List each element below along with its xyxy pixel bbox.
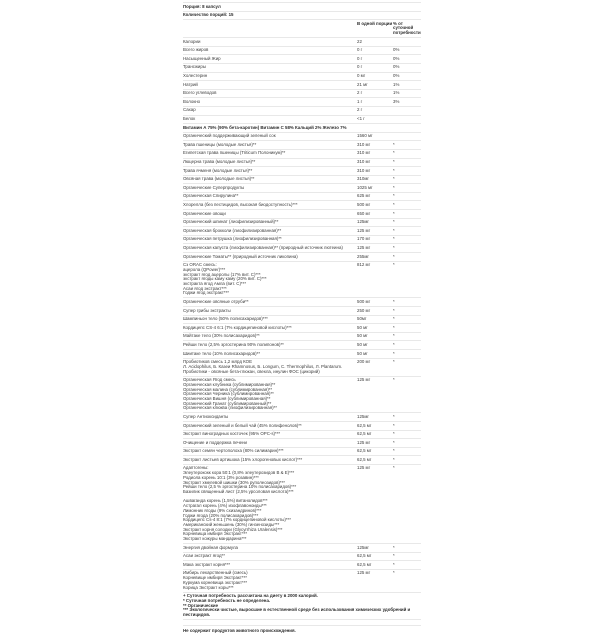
row-label-line: Рейши тело (2,5 % эргостерина 10% полисахаридов)*** — [183, 484, 297, 490]
row-label — [183, 263, 357, 296]
row-label — [183, 300, 357, 305]
dv-cell — [393, 108, 421, 113]
amount-cell: 170 мг — [357, 236, 371, 242]
row-label — [183, 334, 357, 339]
nutrient-row — [183, 55, 421, 64]
row-label-line: Холестерин — [183, 73, 208, 79]
ingredient-row — [183, 298, 421, 307]
row-label-line: Корневище имбиря Экстракт*** — [183, 575, 248, 581]
row-label-line: Адаптогены: — [183, 465, 209, 471]
amount-cell: 500 мг — [357, 298, 371, 304]
amount-cell: 310 мг — [357, 141, 371, 147]
ingredient-row — [183, 210, 421, 219]
amount-cell: 255мг — [357, 253, 369, 259]
dv-cell: * — [393, 307, 395, 313]
row-label — [183, 449, 357, 454]
ingredient-row — [183, 133, 421, 142]
amount-cell: 125 мг — [357, 227, 371, 233]
dv-cell: * — [393, 456, 395, 462]
amount-cell: 125 мг — [357, 377, 371, 383]
ingredient-row — [183, 422, 421, 431]
row-label-line: Сахар — [183, 107, 196, 113]
dv-cell: * — [393, 448, 395, 454]
amount-cell: 812 мг — [357, 262, 371, 268]
amount-cell: 310мг — [357, 176, 369, 182]
ingredient-row — [183, 439, 421, 448]
ingredient-row — [183, 553, 421, 562]
ingredient-row — [183, 377, 421, 414]
dv-cell: * — [393, 184, 395, 190]
row-label-line: Органическая Спирулина** — [183, 193, 239, 199]
row-label — [183, 415, 357, 420]
row-label — [183, 108, 357, 113]
amount-cell: 125мг — [357, 413, 369, 419]
row-label-line: Корица Экстракт коры*** — [183, 584, 234, 590]
row-label — [183, 57, 357, 62]
row-label-line: Супер грибы экстракты — [183, 307, 231, 313]
row-label-line: Сз ORAC смесь: — [183, 262, 217, 268]
dv-cell: * — [393, 176, 395, 182]
dv-cell: * — [393, 298, 395, 304]
row-label-line: Лимонник ягоды (9% схизандринов)*** — [183, 507, 262, 513]
row-label — [183, 151, 357, 156]
row-label-line: Органический поддерживающий зеленый сок — [183, 133, 276, 139]
dv-cell: * — [393, 561, 395, 567]
row-label-line: Пробиотиков смесь 1,2 млрд КОЕ — [183, 359, 253, 365]
row-label-line: Люцерна трава (молодые листья)** — [183, 159, 256, 164]
amount-cell: 250 мг — [357, 307, 371, 313]
ingredient-row — [183, 570, 421, 593]
row-label-line: Всего жиров — [183, 47, 209, 53]
row-label-line: Корневища имбиря Экстракт*** — [183, 531, 248, 537]
row-label-line: Органическая малина (сублимированная)** — [183, 386, 273, 392]
ingredient-row — [183, 227, 421, 236]
row-label-line: Ашваганда корень (1,5%) витанолидов*** — [183, 498, 268, 504]
row-label-line: Экстракт хмелевой шишки (30% руполеозидов)*** — [183, 479, 285, 485]
row-label-line: Супер Антиоксиданты — [183, 413, 229, 419]
dv-cell — [393, 40, 421, 45]
nutrient-row — [183, 98, 421, 107]
row-label-line: Экстракт корня солодки (Glycyrrhiza Uralensis)*** — [183, 526, 283, 532]
ingredient-row — [183, 544, 421, 553]
row-label — [183, 326, 357, 331]
row-label — [183, 203, 357, 208]
ingredient-row — [183, 561, 421, 570]
dv-cell: * — [393, 201, 395, 207]
ingredient-row — [183, 176, 421, 185]
row-label-line: Асаи экстракт ягод** — [183, 553, 225, 559]
ingredient-row — [183, 262, 421, 299]
amount-cell: 0 мг — [357, 73, 366, 79]
amount-cell: 62,5 мг — [357, 422, 372, 428]
row-label — [183, 441, 357, 446]
dv-cell: * — [393, 193, 395, 199]
ingredient-row — [183, 413, 421, 422]
ingredient-row — [183, 167, 421, 176]
dv-cell: * — [393, 244, 395, 250]
ingredient-row — [183, 316, 421, 325]
row-label — [183, 378, 357, 411]
row-label-line: Волокно — [183, 98, 201, 104]
ingredient-row — [183, 150, 421, 159]
ingredient-row — [183, 307, 421, 316]
row-label-line: Органическая Вишня (сублимированная)** — [183, 395, 271, 401]
dv-cell: * — [393, 431, 395, 437]
column-header-row — [183, 20, 421, 38]
row-label — [183, 117, 357, 122]
row-label-line: Американский женьшень (30%) гинзенозиды*** — [183, 521, 280, 527]
footnote-line: * Суточная потребность не определена. — [183, 597, 271, 603]
amount-cell: 125 мг — [357, 244, 371, 250]
row-label — [183, 563, 357, 568]
dv-cell: 3% — [393, 98, 400, 104]
nutrient-row — [183, 73, 421, 82]
dv-cell: * — [393, 413, 395, 419]
amount-cell: 1560 мг — [357, 133, 373, 139]
amount-cell: 2 г — [357, 90, 363, 96]
dv-cell: * — [393, 253, 395, 259]
nutrient-row — [183, 90, 421, 99]
dv-cell: 1% — [393, 90, 400, 96]
row-label-line: Органическая Ягод смесь — [183, 377, 236, 383]
ingredient-row — [183, 350, 421, 359]
row-label — [183, 65, 357, 70]
row-label-line: Экстракт листьев артишока (15% хлорогеновых кислот)*** — [183, 456, 303, 462]
dv-cell: * — [393, 350, 395, 356]
amount-cell: 625 мг — [357, 193, 371, 199]
vitamin-minerals-line: Витамин А 75% (90% бета-каротин) Витамин С 58% Кальций 2% Железо 7% — [183, 124, 347, 130]
row-label — [183, 74, 357, 79]
amount-cell: 310 мг — [357, 159, 371, 164]
amount-cell: 62,5 мг — [357, 448, 372, 454]
row-label-line: экстракт ягоды каму каму (20% вит. С)*** — [183, 276, 267, 282]
ingredient-row — [183, 219, 421, 228]
dv-cell: * — [393, 359, 395, 365]
row-label-line: Мака экстракт корня*** — [183, 561, 231, 567]
dv-cell: * — [393, 422, 395, 428]
row-label-line: Астрагал корень (4%) изофлавоноиды*** — [183, 503, 267, 509]
amount-cell: 125мг — [357, 544, 369, 550]
amount-cell: 2 г — [357, 107, 363, 113]
footnotes-block — [183, 593, 421, 620]
amount-cell: 21 мг — [357, 81, 368, 87]
row-label — [183, 83, 357, 88]
amount-cell: 0 г — [357, 64, 363, 70]
ingredient-row — [183, 324, 421, 333]
row-label-line: Очищение и поддержка печени — [183, 439, 247, 445]
ingredient-row — [183, 236, 421, 245]
amount-cell: 1025 мг — [357, 184, 373, 190]
row-label — [183, 546, 357, 551]
dv-cell: * — [393, 544, 395, 550]
amount-cell: 125 мг — [357, 465, 371, 471]
dv-cell: * — [393, 141, 395, 147]
footnote-line: *** Экологически чистые, выросшие в естественной среде без использования химических удобрений и пестицидов. — [183, 607, 411, 617]
amount-cell: 0 г — [357, 55, 363, 61]
row-label — [183, 212, 357, 217]
nutrient-row — [183, 47, 421, 56]
row-label-line: ацерола (QPower)*** — [183, 266, 226, 272]
ingredient-row — [183, 333, 421, 342]
row-label-line: Кордицепс Cs-4 8:1 (7% кордицепиновой кислоты)*** — [183, 517, 291, 523]
amount-cell: 50 мг — [357, 324, 368, 330]
row-label-line: Экстракт семян чертополоха (80% силимарин)*** — [183, 448, 284, 454]
amount-cell: 200 мг — [357, 359, 371, 365]
row-label-line: Органическая капуста (лиофилизированная)** (природный источник лютеина) — [183, 244, 343, 250]
nutrient-row — [183, 116, 421, 125]
dv-cell: * — [393, 159, 395, 164]
dv-cell: * — [393, 377, 395, 383]
row-label-line: экстракта ягод Амла (вит. С)*** — [183, 280, 247, 286]
row-label — [183, 134, 357, 139]
amount-cell: 62,5 мг — [357, 561, 372, 567]
amount-cell: 62,5 мг — [357, 553, 372, 559]
dv-cell: * — [393, 150, 395, 156]
row-label — [183, 91, 357, 96]
row-label-line: Экстракт виноградных косточек (95% OPC-s)*** — [183, 431, 281, 437]
row-label-line: Трава ячменя (молодые листья)** — [183, 167, 253, 173]
row-label — [183, 48, 357, 53]
row-label — [183, 237, 357, 242]
amount-cell: 50мг — [357, 316, 367, 322]
row-label-line: Органическая клюква (лиофилизированная)** — [183, 405, 277, 411]
ingredient-row — [183, 431, 421, 440]
vitamin-minerals-row — [183, 124, 421, 133]
amount-cell: 0 г — [357, 47, 363, 53]
row-label-line: Майтаке тело (30% полисахаридов)** — [183, 333, 260, 339]
row-label-line: Органические Томаты** (природный источник ликопина) — [183, 253, 298, 259]
ingredient-row — [183, 193, 421, 202]
animal-free-note: Не содержит продуктов животного происхождения. — [183, 625, 421, 634]
row-label-line: Хлорелла (без пестицидов, высокая биодоступность)*** — [183, 201, 298, 207]
row-label-line: Кордицепс CS-4 6:1 (7% кордицепиновой кислоты)*** — [183, 324, 292, 330]
row-label — [183, 229, 357, 234]
amount-cell: 62,5 мг — [357, 456, 372, 462]
row-label — [183, 466, 357, 541]
ingredients-table — [183, 133, 421, 593]
row-label — [183, 220, 357, 225]
dv-cell: * — [393, 167, 395, 173]
facts-table — [183, 38, 421, 124]
row-label-line: Пробиотики - овсяные бета-глюкан, свекла, инулин ФОС (цикорий) — [183, 368, 320, 374]
row-label — [183, 309, 357, 314]
dv-cell: * — [393, 227, 395, 233]
row-label-line: Куркума корневища экстракт*** — [183, 579, 248, 585]
dv-cell: * — [393, 341, 395, 347]
nutrient-row — [183, 107, 421, 116]
row-label — [183, 100, 357, 105]
amount-cell: 62,5 мг — [357, 431, 372, 437]
amount-cell: 310 мг — [357, 150, 371, 156]
row-label-line: Шампиньон тело (50% полисахаридов)*** — [183, 316, 268, 322]
serving-size-label: Порция: 8 капсул — [183, 3, 221, 9]
ingredient-row — [183, 141, 421, 150]
amount-cell: 125 мг — [357, 439, 371, 445]
row-label-line: Всего углеводов — [183, 90, 217, 96]
dv-cell: * — [393, 570, 395, 576]
row-label-line: Белок — [183, 116, 196, 122]
amount-cell: <1 г — [357, 116, 365, 122]
dv-cell: * — [393, 553, 395, 559]
row-label-line: Органический Гранат (сублимированный)** — [183, 400, 272, 406]
dv-cell: 0% — [393, 47, 400, 53]
row-label-line: Имбирь лекарственный (смесь) — [183, 570, 248, 576]
dv-cell: 0% — [393, 64, 400, 70]
row-label — [183, 246, 357, 251]
nutrient-row — [183, 64, 421, 73]
row-label — [183, 40, 357, 45]
row-label — [183, 424, 357, 429]
column-header-spacer — [183, 22, 357, 36]
row-label-line: Органические Суперпродукты — [183, 184, 245, 190]
dv-cell: * — [393, 333, 395, 339]
row-label-line: Годжи ягода (20% полисахаридов)*** — [183, 512, 259, 518]
row-label — [183, 186, 357, 191]
servings-per-container-label: Количество порций: 15 — [183, 12, 234, 18]
row-label-line: Базилик священный лист (2,5% урсоловая кислота)*** — [183, 488, 294, 494]
row-label-line: Годжи ягод экстракт*** — [183, 290, 230, 296]
row-label-line: Асаи ягод экстракт*** — [183, 285, 227, 291]
row-label-line: Органическая клубника (сублимированная)** — [183, 381, 276, 387]
ingredient-row — [183, 465, 421, 544]
nutrient-row — [183, 38, 421, 47]
row-label — [183, 343, 357, 348]
row-label-line: Л. Acidophilus, Б. Казеи Rhamnosus, Б. Longum, С. Thermophilus, Л. Plantarum. — [183, 363, 343, 369]
row-label — [183, 458, 357, 463]
row-label-line: Органические овсяные отруби** — [183, 298, 249, 304]
row-label-line: экстракт ягод ацеролы (17% вит. С)*** — [183, 271, 261, 277]
row-label — [183, 432, 357, 437]
ingredient-row — [183, 341, 421, 350]
amount-cell: 500 мг — [357, 201, 371, 207]
row-label-line: Элеутерококк кора 50:1 (0,8% элеутерозидов B & E)*** — [183, 470, 295, 476]
supplement-facts-panel — [183, 2, 421, 634]
row-label-line: Овсяная трава (молодые листья)** — [183, 176, 255, 182]
row-label — [183, 255, 357, 260]
row-label-line: Органический зеленый и белый чай (45% полифенолов)** — [183, 422, 302, 428]
row-label-line: Родиола корень 10:1 (3% розавин)*** — [183, 474, 259, 480]
footnote-line: ** Органические — [183, 602, 219, 608]
dv-cell: * — [393, 439, 395, 445]
amount-column-header: В одной порции — [357, 20, 393, 26]
row-label-line: Экстракт кожуры мандарина*** — [183, 536, 247, 542]
ingredient-row — [183, 159, 421, 168]
dv-cell: 0% — [393, 73, 400, 79]
nutrient-row — [183, 81, 421, 90]
dv-column-header: % от суточной потребности — [393, 20, 421, 36]
row-label — [183, 571, 357, 590]
row-label-line: Насыщенный Жир — [183, 55, 221, 61]
row-label — [183, 160, 357, 165]
dv-cell: * — [393, 210, 395, 216]
row-label-line: Органическая петрушка (лиофилизированная)** — [183, 236, 282, 242]
dv-cell: * — [393, 324, 395, 330]
amount-cell: 22 — [357, 38, 362, 44]
amount-cell: 310 мг — [357, 167, 371, 173]
ingredient-row — [183, 456, 421, 465]
row-label-line: Трансжиры — [183, 64, 206, 70]
dv-cell: 0% — [393, 55, 400, 61]
ingredient-row — [183, 359, 421, 377]
row-label-line: Органические овощи — [183, 210, 226, 216]
amount-cell: 50 мг — [357, 350, 368, 356]
row-label-line: Египетская трава пшеницы (Triticum Полоникум)** — [183, 150, 286, 156]
amount-cell: 650 мг — [357, 210, 371, 216]
amount-cell: 125мг — [357, 219, 369, 225]
row-label-line: Трава пшеницы (молодые листья)** — [183, 141, 257, 147]
row-label — [183, 169, 357, 174]
row-label-line: Натрий — [183, 81, 198, 87]
ingredient-row — [183, 201, 421, 210]
dv-cell: * — [393, 465, 395, 471]
footnote-line: + Суточная потребность рассчитана на диету в 2000 калорий. — [183, 593, 318, 599]
row-label — [183, 352, 357, 357]
dv-cell: * — [393, 316, 395, 322]
amount-cell: 1 г — [357, 98, 363, 104]
row-label — [183, 177, 357, 182]
row-label — [183, 554, 357, 559]
amount-cell: 125 мг — [357, 570, 371, 576]
footnotes-lines — [183, 594, 421, 618]
row-label-line: Энергия двойная формула — [183, 544, 238, 550]
row-label — [183, 194, 357, 199]
row-label — [183, 360, 357, 374]
row-label — [183, 143, 357, 148]
dv-cell: 1% — [393, 81, 400, 87]
row-label-line: Рейши тело (2,5% эргостерина 90% полипонов)** — [183, 341, 284, 347]
row-label — [183, 317, 357, 322]
row-label-line: Органический шпинат (лиофилизированный)** — [183, 219, 279, 225]
ingredient-row — [183, 184, 421, 193]
row-label-line: Органическая брокколи (лиофилизированная)** — [183, 227, 282, 233]
dv-cell — [393, 117, 421, 122]
row-label-line: Органическая Черника (сублимированная)** — [183, 391, 274, 397]
ingredient-row — [183, 244, 421, 253]
ingredient-row — [183, 253, 421, 262]
dv-cell: * — [393, 219, 395, 225]
servings-per-container-row — [183, 12, 421, 21]
ingredient-row — [183, 448, 421, 457]
row-label-line: Шиитаке тело (10% полисахаридов)** — [183, 350, 261, 356]
amount-cell: 50 мг — [357, 333, 368, 339]
dv-cell — [393, 134, 421, 139]
serving-size-row — [183, 2, 421, 12]
amount-cell: 50 мг — [357, 341, 368, 347]
dv-cell: * — [393, 262, 395, 268]
dv-cell: * — [393, 236, 395, 242]
row-label-line: Калории — [183, 38, 201, 44]
